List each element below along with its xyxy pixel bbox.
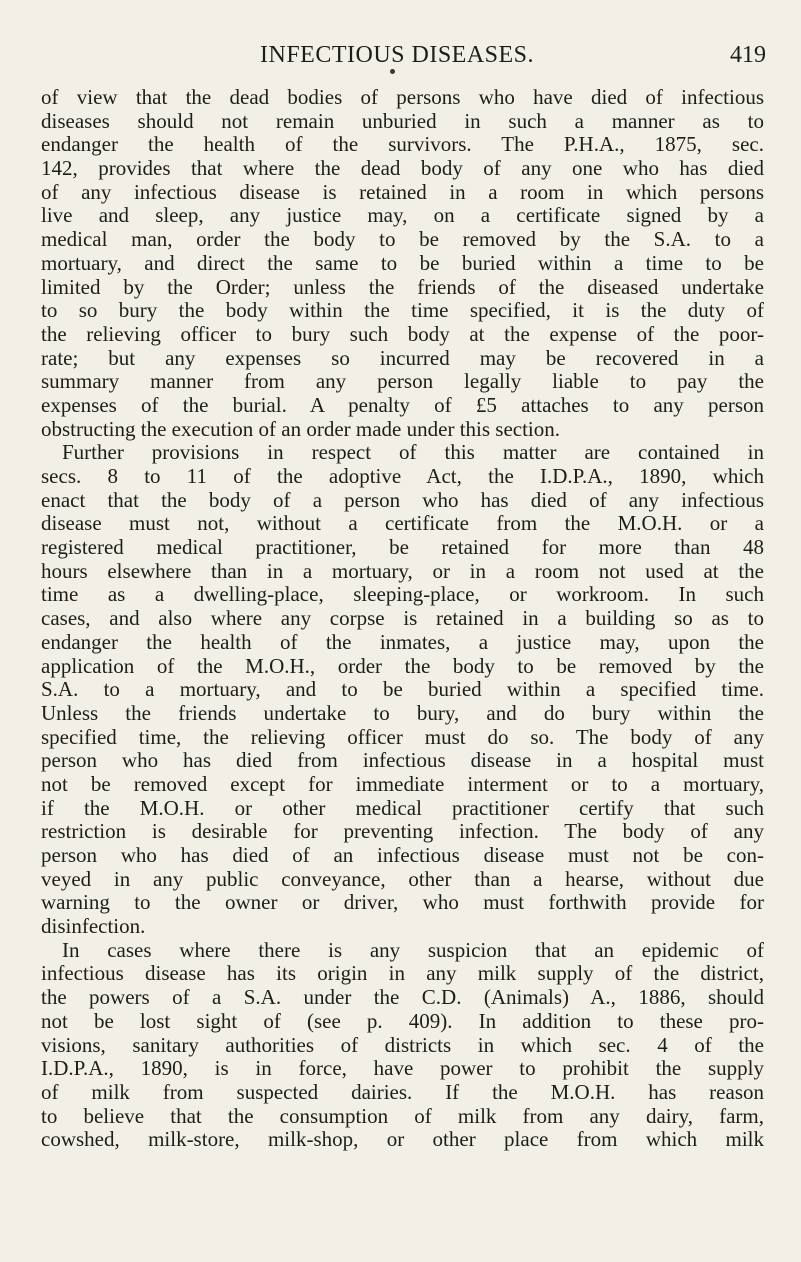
text-line: restriction is desirable for preventing infection. The body of any xyxy=(41,819,764,844)
text-line: diseases should not remain unburied in such a manner as to xyxy=(41,108,764,133)
text-line: 142, provides that where the dead body of any one who has died xyxy=(41,156,764,181)
text-line: endanger the health of the survivors. The P.H.A., 1875, sec. xyxy=(41,132,764,157)
paragraph-start-line: Further provisions in respect of this matter are contained in xyxy=(62,440,764,465)
text-line: I.D.P.A., 1890, is in force, have power to prohibit the supply xyxy=(41,1056,764,1081)
text-line: obstructing the execution of an order made under this section. xyxy=(41,416,561,441)
text-line: person who has died of an infectious disease must not be con- xyxy=(41,843,764,867)
text-line: hours elsewhere than in a mortuary, or in a room not used at the xyxy=(41,558,764,583)
text-line: endanger the health of the inmates, a justice may, upon the xyxy=(41,629,764,654)
text-line: cowshed, milk-store, milk-shop, or other place from which milk xyxy=(41,1127,764,1152)
text-line: Unless the friends undertake to bury, and do bury within the xyxy=(41,700,764,725)
text-line: of any infectious disease is retained in a room in which persons xyxy=(41,179,764,204)
text-line: limited by the Order; unless the friends of the diseased undertake xyxy=(41,274,764,299)
running-title: INFECTIOUS DISEASES. xyxy=(260,42,535,68)
text-line: not be lost sight of (see p. 409). In addition to these pro- xyxy=(41,1008,764,1033)
text-line: time as a dwelling-place, sleeping-place, or workroom. In such xyxy=(41,582,764,607)
text-line: secs. 8 to 11 of the adoptive Act, the I.D.P.A., 1890, which xyxy=(41,464,764,488)
text-line: disinfection. xyxy=(41,914,146,939)
page-header xyxy=(0,42,801,72)
text-line: enact that the body of a person who has died of any infectious xyxy=(41,487,764,512)
text-line: mortuary, and direct the same to be buried within a time to be xyxy=(41,250,764,275)
text-line: registered medical practitioner, be retained for more than 48 xyxy=(41,535,764,560)
text-line: expenses of the burial. A penalty of £5 attaches to any person xyxy=(41,392,764,417)
text-line: of view that the dead bodies of persons who have died of infectious xyxy=(41,85,764,109)
text-line: application of the M.O.H., order the body to be removed by the xyxy=(41,653,764,678)
page-number: 419 xyxy=(730,42,766,68)
text-line: warning to the owner or driver, who must forthwith provide for xyxy=(41,890,764,915)
text-line: to so bury the body within the time specified, it is the duty of xyxy=(41,298,764,323)
body-text xyxy=(41,86,764,1152)
text-line: if the M.O.H. or other medical practitioner certify that such xyxy=(41,795,764,820)
text-line: the relieving officer to bury such body at the expense of the poor- xyxy=(41,321,764,346)
text-line: to believe that the consumption of milk from any dairy, farm, xyxy=(41,1103,764,1128)
text-line: the powers of a S.A. under the C.D. (Animals) A., 1886, should xyxy=(41,985,764,1010)
text-line: medical man, order the body to be removed by the S.A. to a xyxy=(41,227,764,252)
text-line: not be removed except for immediate interment or to a mortuary, xyxy=(41,771,764,796)
text-line: specified time, the relieving officer must do so. The body of any xyxy=(41,724,764,749)
print-speck xyxy=(390,69,395,74)
text-line: person who has died from infectious disease in a hospital must xyxy=(41,748,764,773)
text-line: live and sleep, any justice may, on a certificate signed by a xyxy=(41,203,764,228)
text-line: rate; but any expenses so incurred may be recovered in a xyxy=(41,345,764,370)
text-line: S.A. to a mortuary, and to be buried within a specified time. xyxy=(41,677,764,702)
paragraph-start-line: In cases where there is any suspicion that an epidemic of xyxy=(62,937,764,962)
text-line: summary manner from any person legally liable to pay the xyxy=(41,369,764,394)
text-line: of milk from suspected dairies. If the M.O.H. has reason xyxy=(41,1079,764,1104)
text-line: cases, and also where any corpse is retained in a building so as to xyxy=(41,606,764,631)
text-line: veyed in any public conveyance, other than a hearse, without due xyxy=(41,866,764,891)
text-line: infectious disease has its origin in any milk supply of the district, xyxy=(41,961,764,986)
text-line: disease must not, without a certificate from the M.O.H. or a xyxy=(41,511,764,536)
text-line: visions, sanitary authorities of districts in which sec. 4 of the xyxy=(41,1032,764,1057)
